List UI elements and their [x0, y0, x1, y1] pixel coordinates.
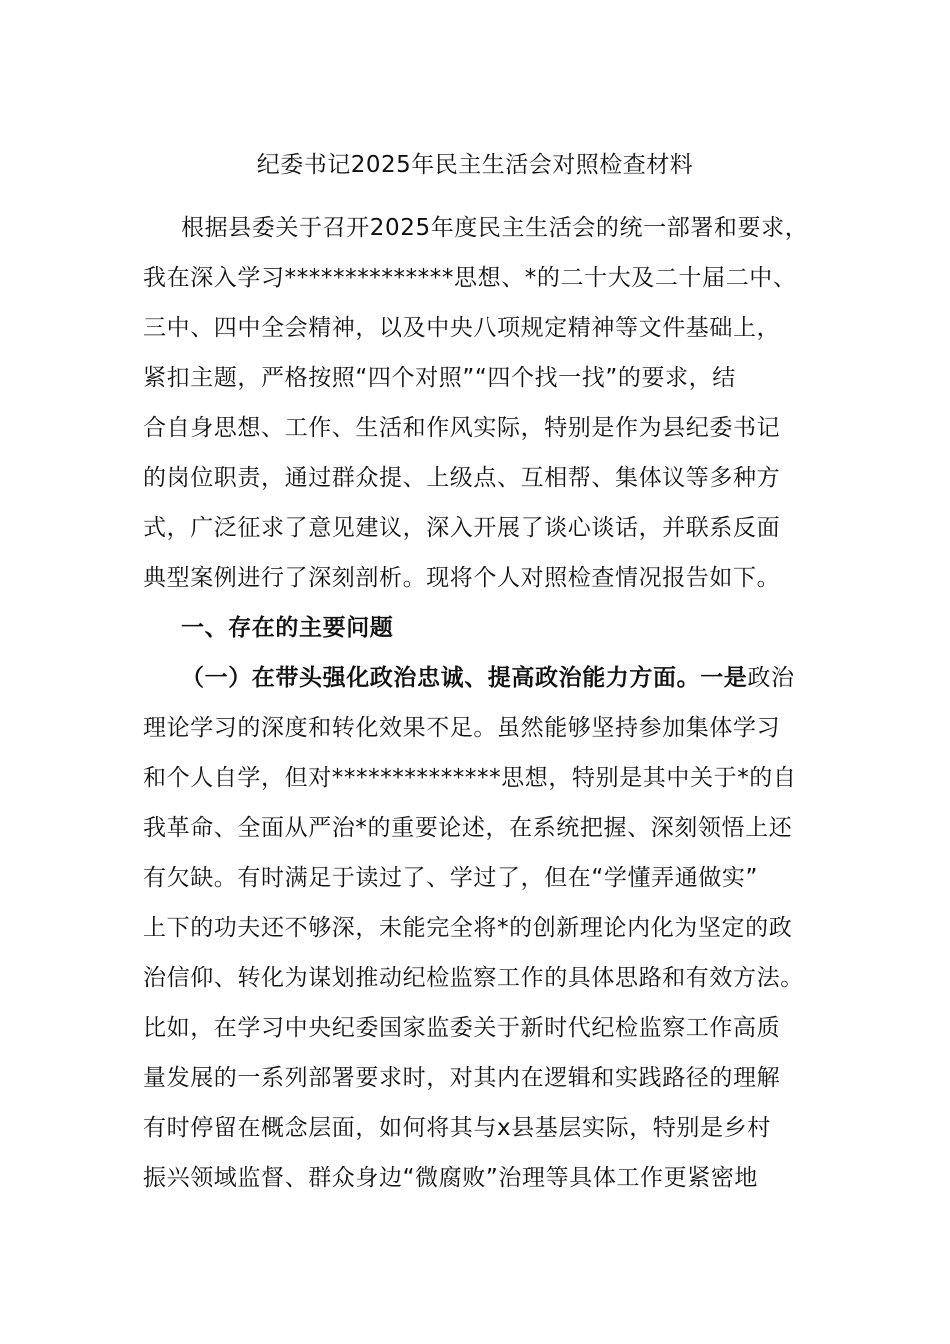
- subsection-first-line: [181, 661, 795, 695]
- body-line: 振兴领域监督、群众身边“微腐败”治理等具体工作更紧密地: [143, 1165, 759, 1191]
- section-heading: 一、存在的主要问题: [181, 615, 394, 641]
- subsection-heading: （一）在带头强化政治忠诚、提高政治能力方面。一是: [181, 665, 748, 691]
- body-line: 治信仰、转化为谋划推动纪检监察工作的具体思路和有效方法。: [143, 965, 804, 991]
- subsection-first-line-tail: 政治: [747, 665, 795, 691]
- body-line: 比如，在学习中央纪委国家监委关于新时代纪检监察工作高质: [143, 1015, 781, 1041]
- body-line: 和个人自学，但对**************思想，特别是其中关于*的自: [143, 765, 797, 791]
- body-line: 有欠缺。有时满足于读过了、学过了，但在“学懂弄通做实”: [143, 865, 759, 891]
- body-line: 我革命、全面从严治*的重要论述，在系统把握、深刻领悟上还: [143, 815, 793, 841]
- intro-line: 三中、四中全会精神，以及中央八项规定精神等文件基础上，: [143, 315, 781, 341]
- intro-line: 紧扣主题，严格按照“四个对照”“四个找一找”的要求，结: [143, 365, 736, 391]
- intro-line: 典型案例进行了深刻剖析。现将个人对照检查情况报告如下。: [143, 565, 781, 591]
- body-line: 量发展的一系列部署要求时，对其内在逻辑和实践路径的理解: [143, 1065, 781, 1091]
- body-line: 上下的功夫还不够深，未能完全将*的创新理论内化为坚定的政: [143, 915, 793, 941]
- intro-line: 合自身思想、工作、生活和作风实际，特别是作为县纪委书记: [143, 415, 781, 441]
- intro-line: 的岗位职责，通过群众提、上级点、互相帮、集体议等多种方: [143, 465, 781, 491]
- intro-line: 根据县委关于召开2025年度民主生活会的统一部署和要求，: [181, 215, 809, 241]
- intro-line: 式，广泛征求了意见建议，深入开展了谈心谈话，并联系反面: [143, 515, 781, 541]
- document-title: 纪委书记2025年民主生活会对照检查材料: [256, 152, 694, 178]
- body-line: 理论学习的深度和转化效果不足。虽然能够坚持参加集体学习: [143, 715, 781, 741]
- intro-line: 我在深入学习**************思想、*的二十大及二十届二中、: [143, 265, 797, 291]
- body-line: 有时停留在概念层面，如何将其与x县基层实际，特别是乡村: [143, 1115, 771, 1141]
